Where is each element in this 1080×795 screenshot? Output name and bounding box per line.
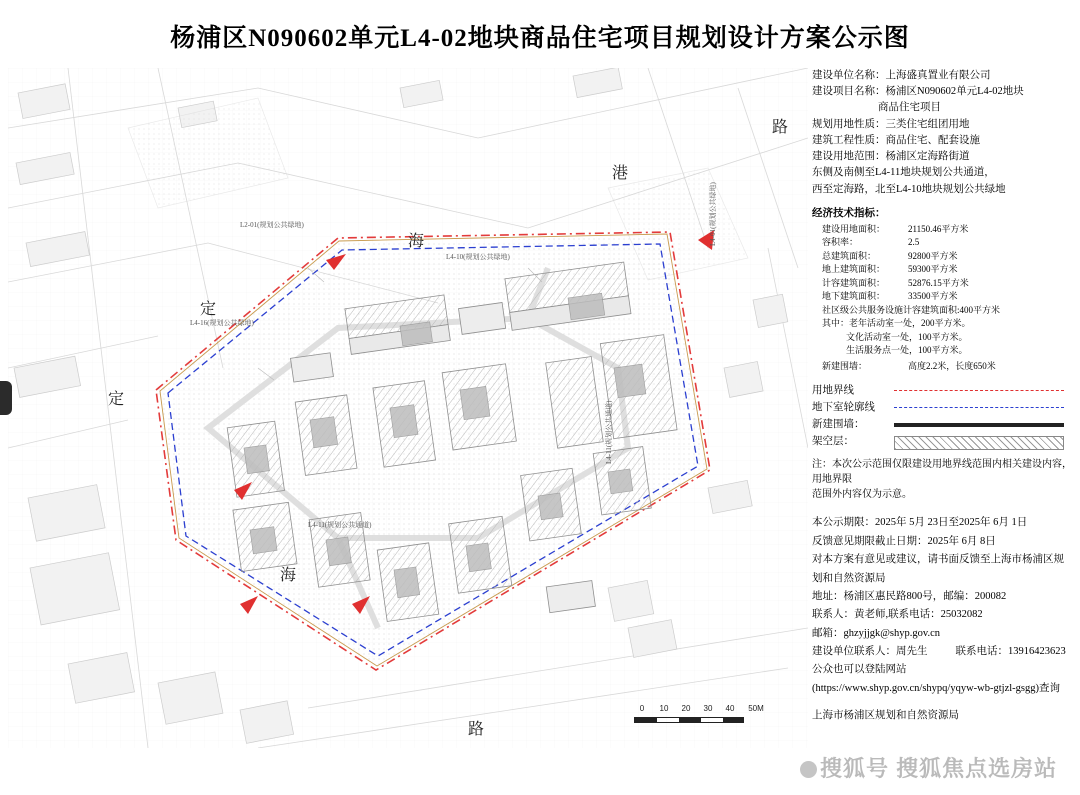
info-row-landuse	[812, 117, 1074, 132]
watermark-prefix: 搜狐号	[820, 756, 890, 781]
legend-row-land-boundary	[812, 383, 1074, 398]
info-value-landuse: 三类住宅组团用地	[885, 118, 970, 130]
scope-note	[812, 457, 1074, 502]
info-value-sitearea: 杨浦区定海路街道	[885, 151, 970, 163]
parcel-label-l4-11-south: L4-11(规划公共通道)	[308, 521, 372, 529]
project-info-panel	[812, 68, 1074, 768]
website-line-1: 公众也可以登陆网站	[812, 664, 907, 676]
scalebar-tick-0: 0	[639, 704, 645, 713]
legend-label-new-wall: 新建围墙：	[812, 419, 865, 431]
parcel-label-l4-16: L4-16(规划公共绿地)	[190, 319, 254, 327]
info-value-builder: 上海盛真置业有限公司	[885, 70, 991, 81]
page-title: 杨浦区N090602单元L4-02地块商品住宅项目规划设计方案公示图	[170, 25, 910, 52]
publicity-contact-block	[812, 514, 1074, 698]
tech-row-total-gfa	[812, 250, 1074, 264]
scalebar-tick-4: 40	[725, 704, 735, 713]
blue-dashed-line-icon	[890, 402, 1074, 414]
tech-note-community-facility: 社区级公共服务设施计容建筑面积:400平方米	[822, 304, 1001, 315]
tech-value-above-ground: 59300平方米	[908, 264, 958, 275]
site-plan-map[interactable]	[8, 68, 808, 748]
parcel-label-l4-10: L4-10(规划公共绿地)	[446, 253, 510, 261]
tech-row-fence	[812, 360, 1074, 374]
tech-key-far: 容积率：	[822, 237, 859, 248]
tech-key-total-gfa: 总建筑面积：	[822, 250, 877, 261]
scalebar-tick-1: 10	[659, 704, 669, 713]
tech-value-total-gfa: 92800平方米	[908, 250, 958, 261]
legend-row-basement-outline	[812, 400, 1074, 415]
scalebar-bar	[634, 717, 744, 723]
publicity-period: 本公示期限：2025年 5月 23日至2025年 6月 1日	[812, 517, 1028, 529]
road-label-gang: 港	[612, 165, 629, 182]
feedback-instruction: 对本方案有意见或建议，请书面反馈至上海市杨浦区规划和自然资源局	[812, 554, 1064, 584]
website-line-2[interactable]: (https://www.shyp.gov.cn/shypq/yqyw-wb-gtjzl-gsgg)查询	[812, 682, 1060, 694]
map-legend	[812, 383, 1074, 449]
scalebar-tick-2: 20	[681, 704, 691, 713]
info-range-line-1: 东侧及南侧至L4-11地块规划公共通道，	[812, 167, 995, 179]
road-label-hai-north: 海	[408, 233, 425, 250]
feedback-deadline: 反馈意见期限截止日期：2025年 6月 8日	[812, 535, 996, 547]
info-key-buildingtype: 建筑工程性质：	[812, 134, 886, 146]
info-key-builder: 建设单位名称：	[812, 70, 886, 81]
tech-note-elderly-room: 其中：老年活动室一处，200平方米。	[822, 318, 971, 329]
map-scalebar	[634, 704, 764, 723]
issuing-authority: 上海市杨浦区规划和自然资源局	[812, 710, 959, 722]
sohu-watermark	[800, 752, 1080, 792]
info-value-buildingtype: 商品住宅、配套设施	[885, 134, 980, 146]
road-label-ding: 定	[200, 301, 217, 318]
hatch-pattern-icon	[890, 436, 1074, 448]
tech-key-site-area: 建设用地面积：	[822, 223, 886, 234]
tech-note-culture-room: 文化活动室一处，100平方米。	[846, 331, 968, 342]
contact-person: 联系人：黄老师,联系电话：25032082	[812, 609, 983, 621]
info-row-buildingtype	[812, 133, 1074, 148]
legend-label-basement-outline: 地下室轮廓线	[812, 402, 875, 414]
info-key-sitearea: 建设用地范围：	[812, 151, 886, 163]
red-dashed-line-icon	[890, 385, 1074, 397]
info-value-project: 杨浦区N090602单元L4-02地块	[885, 86, 1024, 98]
site-plan-svg	[8, 68, 808, 748]
solid-wall-bar-icon	[890, 419, 1074, 431]
contact-email: 邮箱：ghzyjjgk@shyp.gov.cn	[812, 627, 940, 639]
tech-value-fence: 高度2.2米，长度650米	[908, 360, 996, 371]
parcel-label-l2-01: L2-01(规划公共绿地)	[240, 221, 304, 229]
road-label-lu-north: 路	[772, 119, 789, 136]
parcel-label-l4-11-east: L4-11(规划公共通道)	[605, 400, 613, 464]
info-value-project-cont: 商品住宅项目	[878, 102, 941, 114]
info-row-sitearea	[812, 149, 1074, 164]
tech-key-above-ground: 地上建筑面积：	[822, 264, 886, 275]
builder-contact-phone: 联系电话：13916423623	[955, 646, 1066, 658]
tech-row-far	[812, 236, 1074, 250]
scalebar-tick-5: 50M	[748, 704, 764, 713]
info-row-builder	[812, 68, 1074, 83]
scope-note-line-2: 范围外内容仅为示意。	[812, 489, 912, 501]
tech-indicators-heading: 经济技术指标：	[812, 207, 886, 219]
parcel-label-l4-01: L4-01(规划公共绿地)	[709, 182, 717, 246]
tech-value-far-gfa: 52876.15平方米	[908, 277, 969, 288]
legend-row-overhead-floor	[812, 434, 1074, 449]
scope-note-line-1: 注：本次公示范围仅限建设用地界线范围内相关建设内容，用地界限	[812, 459, 1072, 486]
tech-key-far-gfa: 计容建筑面积：	[822, 277, 886, 288]
info-key-project: 建设项目名称：	[812, 86, 886, 98]
legend-label-land-boundary: 用地界线	[812, 385, 854, 397]
tech-row-underground	[812, 290, 1074, 304]
tech-note-service-point: 生活服务点一处，100平方米。	[846, 345, 968, 356]
legend-label-overhead-floor: 架空层：	[812, 436, 854, 448]
tech-row-site-area	[812, 223, 1074, 237]
tech-value-far: 2.5	[908, 237, 920, 248]
road-label-lu-south: 路	[468, 721, 485, 738]
info-key-landuse: 规划用地性质：	[812, 118, 886, 130]
tech-row-far-gfa	[812, 277, 1074, 291]
tech-key-fence: 新建围墙：	[822, 360, 868, 371]
feedback-address: 地址：杨浦区惠民路800号，邮编：200082	[812, 590, 1007, 602]
legend-row-new-wall	[812, 417, 1074, 432]
builder-contact-row	[812, 643, 1074, 661]
scalebar-tick-3: 30	[703, 704, 713, 713]
tech-key-underground: 地下建筑面积：	[822, 291, 886, 302]
tech-value-site-area: 21150.46平方米	[908, 223, 969, 234]
road-label-ding-west: 定	[108, 391, 125, 408]
tech-value-underground: 33500平方米	[908, 291, 958, 302]
road-label-hai-south: 海	[280, 567, 297, 584]
sohu-logo-icon	[800, 761, 817, 778]
page-edge-tab[interactable]	[0, 381, 12, 415]
info-range-line-2: 西至定海路，北至L4-10地块规划公共绿地	[812, 183, 1006, 195]
builder-contact-label-and-name: 建设单位联系人：周先生	[812, 646, 928, 658]
tech-row-above-ground	[812, 263, 1074, 277]
info-row-project	[812, 84, 1074, 99]
watermark-text: 搜狐焦点选房站	[896, 756, 1058, 781]
